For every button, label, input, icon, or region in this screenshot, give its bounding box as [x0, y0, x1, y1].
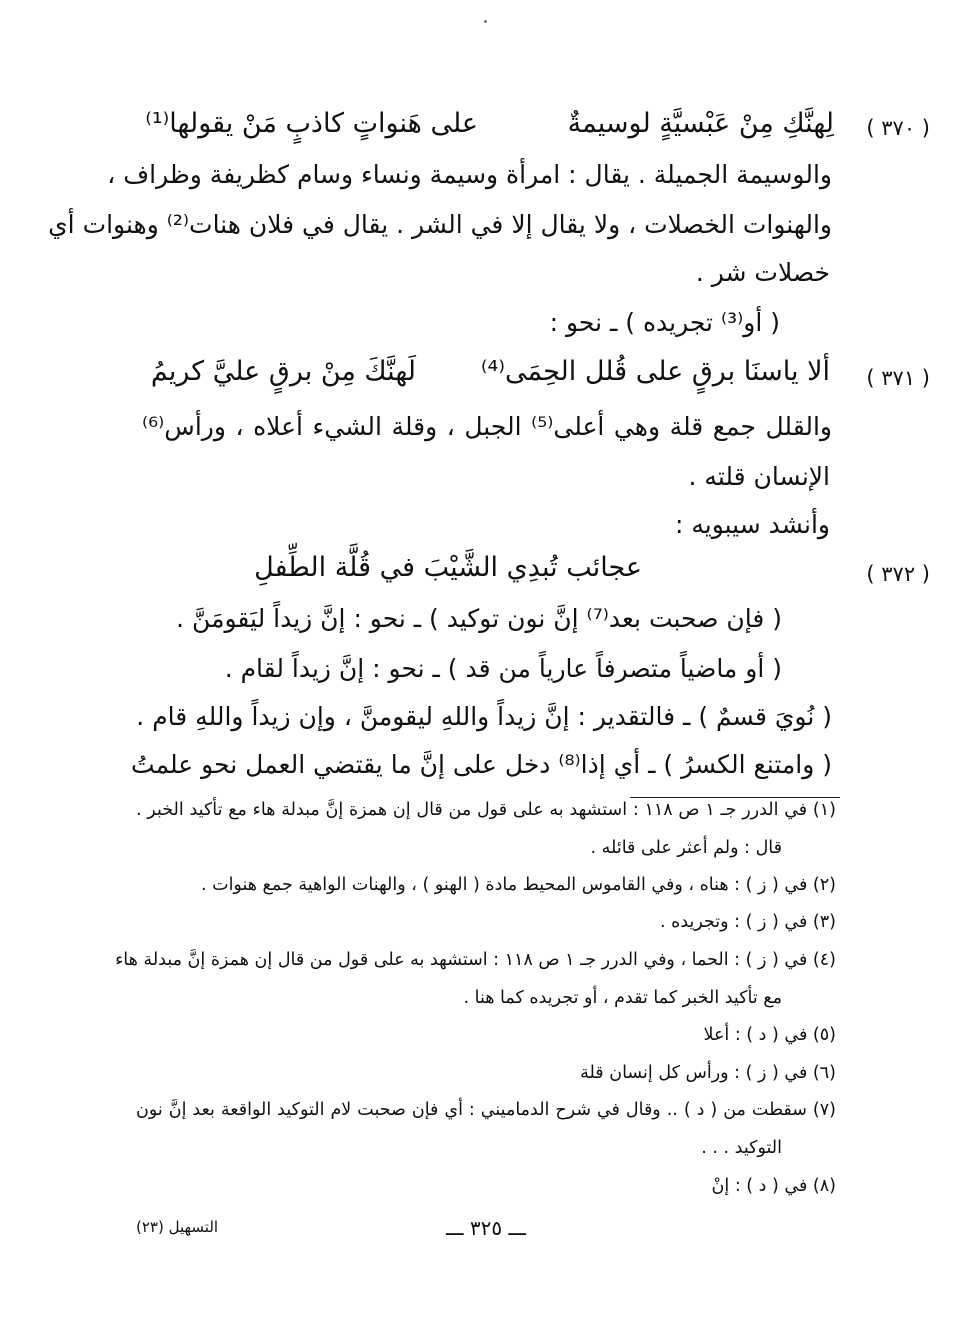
entry-number: ( ٣٧١ ) — [866, 366, 930, 390]
footnote: (٥) في ( د ) : أعلا — [703, 1025, 836, 1045]
verse-line: عجائب تُبدِي الشَّيْبَ في قُلَّة الطِّفلِ — [254, 552, 642, 583]
verse-hemistich-left: لَهنَّكَ مِنْ برقٍ عليَّ كريمُ — [150, 356, 416, 387]
text-line: والقلل جمع قلة وهي أعلى⁽⁵⁾ الجبل ، وقلة الشيء أعلاه ، ورأس⁽⁶⁾ — [142, 412, 832, 441]
text-line: وأنشد سيبويه : — [674, 510, 830, 539]
verse-hemistich-right: ألا ياسنَا برقٍ على قُلل الحِمَى⁽⁴⁾ — [480, 356, 830, 387]
text-line: الإنسان قلته . — [688, 462, 830, 491]
page-number: ـــ ٣٢٥ ـــ — [445, 1216, 527, 1240]
verse-hemistich-left: لِهنَّكِ مِنْ عَبْسيَّةٍ لوسيمةٌ — [567, 108, 834, 139]
text-line: خصلات شر . — [695, 258, 830, 287]
footnote: (٦) في ( ز ) : ورأس كل إنسان قلة — [580, 1063, 836, 1083]
scan-speck — [484, 20, 487, 23]
text-line: ( أو ماضياً متصرفاً عارياً من قد ) ـ نحو : إنَّ زيداً لقام . — [224, 654, 782, 683]
footnote-continuation: التوكيد . . . — [701, 1138, 782, 1158]
signature-mark: التسهيل (٢٣) — [136, 1218, 219, 1236]
footnote: (١) في الدرر جـ ١ ص ١١٨ : استشهد به على قول من قال إن همزة إنَّ مبدلة هاء مع تأكيد الخبر . — [136, 800, 836, 820]
footnote-continuation: قال : ولم أعثر على قائله . — [590, 838, 782, 858]
footnote-continuation: مع تأكيد الخبر كما تقدم ، أو تجريده كما هنا . — [463, 988, 782, 1008]
footnote-separator — [630, 797, 840, 798]
footnote: (٣) في ( ز ) : وتجريده . — [659, 912, 836, 932]
text-line: ( فإن صحبت بعد⁽⁷⁾ إنَّ نون توكيد ) ـ نحو : إنَّ زيداً ليَقومَنَّ . — [176, 604, 782, 633]
text-line: ( أو⁽³⁾ تجريده ) ـ نحو : — [549, 308, 780, 337]
entry-number: ( ٣٧٠ ) — [866, 116, 930, 140]
footnote: (٤) في ( ز ) : الحما ، وفي الدرر جـ ١ ص ١١٨ : استشهد به على قول من قال إن همزة إنَّ مبدلة هاء — [115, 950, 836, 970]
verse-hemistich-right: على هَنواتٍ كاذبٍ مَنْ يقولها⁽¹⁾ — [145, 108, 478, 139]
entry-number: ( ٣٧٢ ) — [866, 562, 930, 586]
text-line: والوسيمة الجميلة . يقال : امرأة وسيمة ونساء وسام كظريفة وظراف ، — [107, 160, 832, 189]
text-line: ( وامتنع الكسرُ ) ـ أي إذا⁽⁸⁾ دخل على إنَّ ما يقتضي العمل نحو علمتُ — [131, 750, 832, 779]
footnote: (٨) في ( د ) : إنْ — [711, 1176, 836, 1196]
footnote: (٢) في ( ز ) : هناه ، وفي القاموس المحيط مادة ( الهنو ) ، والهنات الواهية جمع هنوات . — [200, 875, 836, 895]
footnote: (٧) سقطت من ( د ) .. وقال في شرح الدماميني : أي فإن صحبت لام التوكيد الواقعة بعد إنَّ نون — [136, 1100, 836, 1120]
text-line: والهنوات الخصلات ، ولا يقال إلا في الشر . يقال في فلان هنات⁽²⁾ وهنوات أي — [48, 210, 832, 239]
text-line: ( نُويَ قسمٌ ) ـ فالتقدير : إنَّ زيداً واللهِ ليقومنَّ ، وإن زيداً واللهِ قام . — [136, 702, 832, 731]
